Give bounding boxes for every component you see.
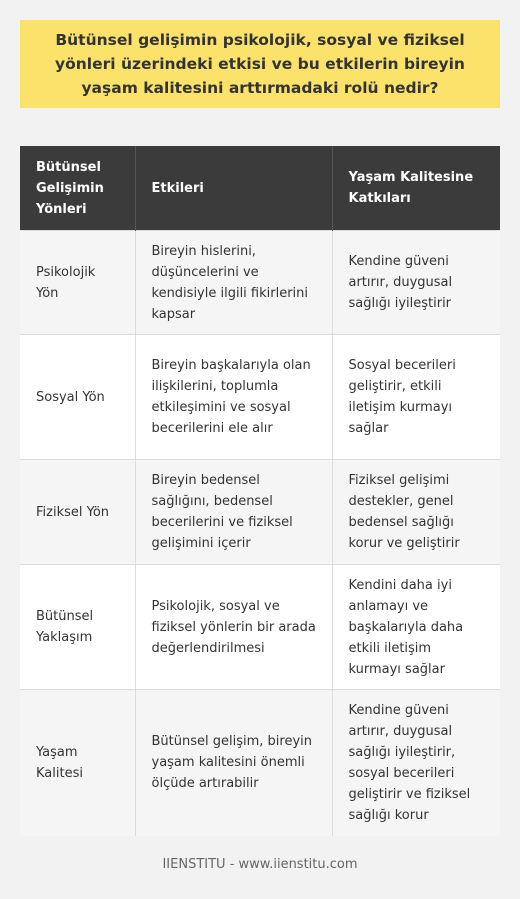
table-cell-aspect: Yaşam Kalitesi [20, 690, 135, 836]
table-row [20, 565, 500, 690]
table-row [20, 335, 500, 460]
column-header-contributions: Yaşam Kalitesine Katkıları [332, 146, 500, 231]
table-cell-contribution: Fiziksel gelişimi destekler, genel bedensel sağlığı korur ve geliştirir [332, 460, 500, 565]
table-cell-effect: Bireyin bedensel sağlığını, bedensel becerilerini ve fiziksel gelişimini içerir [135, 460, 332, 565]
table-cell-contribution: Sosyal becerileri geliştirir, etkili iletişim kurmayı sağlar [332, 335, 500, 460]
table-cell-effect: Bütünsel gelişim, bireyin yaşam kalitesini önemli ölçüde artırabilir [135, 690, 332, 836]
table-row [20, 231, 500, 335]
table-row [20, 460, 500, 565]
table-cell-aspect: Bütünsel Yaklaşım [20, 565, 135, 690]
table-cell-contribution: Kendine güveni artırır, duygusal sağlığı iyileştirir, sosyal becerileri geliştirir ve fiziksel sağlığı korur [332, 690, 500, 836]
table-cell-effect: Psikolojik, sosyal ve fiziksel yönlerin bir arada değerlendirilmesi [135, 565, 332, 690]
title-banner [20, 20, 500, 108]
footer-credit: IIENSTITU - www.iienstitu.com [162, 857, 358, 872]
table-cell-contribution: Kendine güveni artırır, duygusal sağlığı iyileştirir [332, 231, 500, 335]
table-cell-contribution: Kendini daha iyi anlamayı ve başkalarıyla daha etkili iletişim kurmayı sağlar [332, 565, 500, 690]
column-header-effects: Etkileri [135, 146, 332, 231]
page-title: Bütünsel gelişimin psikolojik, sosyal ve fiziksel yönleri üzerindeki etkisi ve bu etkilerin bireyin yaşam kalitesini arttırmadaki rolü nedir? [55, 31, 465, 97]
column-header-aspects: Bütünsel Gelişimin Yönleri [20, 146, 135, 231]
table-row [20, 690, 500, 836]
table-cell-aspect: Fiziksel Yön [20, 460, 135, 565]
table-cell-aspect: Sosyal Yön [20, 335, 135, 460]
comparison-table [20, 146, 500, 836]
table-cell-effect: Bireyin hislerini, düşüncelerini ve kendisiyle ilgili fikirlerini kapsar [135, 231, 332, 335]
table-header-row [20, 146, 500, 231]
table-cell-aspect: Psikolojik Yön [20, 231, 135, 335]
table-cell-effect: Bireyin başkalarıyla olan ilişkilerini, toplumla etkileşimini ve sosyal becerilerini ele alır [135, 335, 332, 460]
